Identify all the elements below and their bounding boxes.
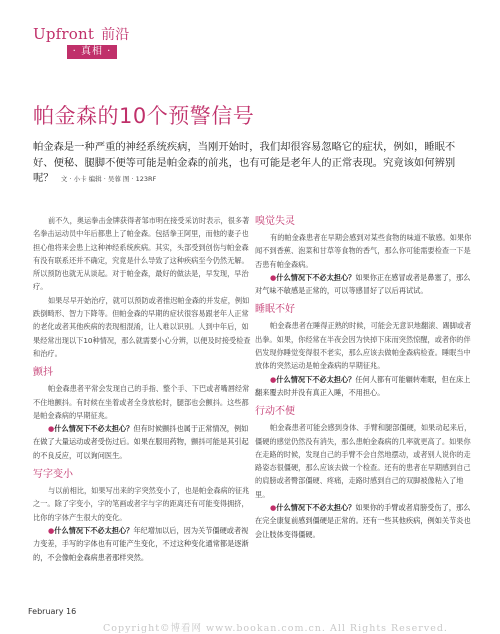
section-note-mobility xyxy=(255,501,477,541)
page-footer: February 16 xyxy=(28,607,77,616)
section-heading-smell: 嗅觉失灵 xyxy=(255,216,295,227)
section-heading-tremor: 颤抖 xyxy=(33,367,53,379)
copyright-watermark: Copyright©博看网 www.bookan.com.cn. All Rights Reserved. xyxy=(103,623,448,634)
article-lead xyxy=(33,140,473,188)
brand-name: Upfront xyxy=(33,25,95,43)
note-question: 什么情况下不必太担心？ xyxy=(54,424,134,434)
section-text-sleep: 帕金森患者在睡得正熟的时候，可能会无意识地翻滚、踢脚或者出拳。如果，你经常在半夜会因为快掉下床而突然惊醒，或者你的伴侣发现你睡觉变得很不老实，那么应该去做帕金森病检查。睡眠当中放体的突然运动是帕金森病的早期征兆。 xyxy=(255,321,472,371)
article-title: 帕金森的10个预警信号 xyxy=(33,104,255,128)
note-answer: 如果你正在感冒或者是鼻塞了，那么对气味不敏感是正常的，可以等感冒好了以后再试试。 xyxy=(255,272,471,296)
note-question: 什么情况下不必太担心？ xyxy=(276,503,356,513)
bullet-icon: ● xyxy=(270,272,277,282)
note-answer: 但有时候颤抖也属于正常情况，例如在做了大量运动或者受伤过后。如果在服用药物，颤抖可能是其引起的不良反应，可以询问医生。 xyxy=(33,424,249,460)
section-text-handwriting: 与以前相比，如果写出来的字突然变小了，也是帕金森病的征兆之一。除了字变小，字的笔画或者字与字的距离还有可能变得拥挤，比你的字体产生很大的变化。 xyxy=(33,486,250,522)
section-text-tremor: 帕金森患者平常会发现自己的手指、整个手、下巴或者嘴唇经常不住地颤抖。有时候在坐着或者全身放松时，腿部也会颤抖。这些都是帕金森病的早期征兆。 xyxy=(33,384,250,420)
right-column xyxy=(255,215,477,541)
note-question: 什么情况下不必太担心？ xyxy=(54,525,134,535)
section-note-smell xyxy=(255,271,477,298)
bullet-icon: ● xyxy=(48,525,55,535)
brand-logo xyxy=(33,24,129,44)
lead-text: 帕金森是一种严重的神经系统疾病，当刚开始时，我们却很容易忽略它的症状，例如，睡眠不好、便秘、腿脚不便等可能是帕金森的前兆，也有可能是老年人的正常表现。究竟该如何辨别呢？ xyxy=(33,141,456,184)
section-heading-mobility: 行动不便 xyxy=(255,406,295,418)
magazine-header xyxy=(0,0,500,82)
section-tag: · 真相 · xyxy=(67,45,117,59)
intro-paragraph-1: 前不久，奥运拳击金牌获得者邹市明在接受采访时表示，很多著名拳击运动员中年后都患上了帕金森。包括拳王阿里，而他的妻子也担心他将来会患上这种神经系统疾病。其实，头部受到创伤与帕金森有没有联系还并不确定，究竟是什么导致了这种疾病至今仍然无解。所以预防也就无从谈起。对于帕金森，最好的做法是，早发现，早治疗。 xyxy=(33,216,250,292)
section-note-tremor xyxy=(33,422,255,462)
left-column xyxy=(33,214,255,564)
note-question: 什么情况下不必太担心？ xyxy=(276,374,356,384)
section-note-handwriting xyxy=(33,524,255,564)
section-note-sleep xyxy=(255,373,477,400)
bullet-icon: ● xyxy=(48,424,55,434)
bullet-icon: ● xyxy=(270,374,277,384)
article-credit: 文 · 小卡 编辑 · 吴蓉 图 · 123RF xyxy=(60,175,157,183)
note-question: 什么情况下不必太担心？ xyxy=(276,272,356,282)
section-heading-sleep: 睡眠不好 xyxy=(255,304,295,316)
intro-paragraph-2: 如果尽早开始治疗，就可以预防或者推迟帕金森的并发症，例如跌倒畸形、智力下降等。但帕金森的早期的症状很容易跟老年人正常的老化或者其他疾病的表现相混淆，让人难以识别。人到中年后，如果经常出现以下10种情况，那么就需要小心分辨，以便及时接受检查和治疗。 xyxy=(33,295,251,358)
bullet-icon: ● xyxy=(270,503,277,513)
section-heading-handwriting: 写字变小 xyxy=(33,469,73,481)
section-text-smell: 有的帕金森患者在早期会感到对某些食物的味道不敏感。如果你闻不到香蕉、泡菜和甘草等食物的香气，那么你可能需要检查一下是否患有帕金森病。 xyxy=(255,233,472,269)
note-answer: 年纪增加以后，因为关节僵硬或者视力变差，手写的字体也有可能产生变化，不过这种变化通常都是逐渐的，不会像帕金森病患者那样突然。 xyxy=(33,525,249,562)
note-answer: 如果你的手臂或者肩膀受伤了，那么在完全康复前感到僵硬是正常的。还有一些其他疾病，例如关节炎也会让肢体变得僵硬。 xyxy=(255,503,471,539)
brand-name-cn: 前沿 xyxy=(101,27,130,43)
note-answer: 任何人都有可能辗转难眠，但在床上翻来覆去时并没有真正入睡，不用担心。 xyxy=(255,374,471,397)
section-text-mobility: 帕金森患者可能会感到身体、手臂和腿部僵硬，如果动起来后，僵硬的感觉仍然没有消失，那么患帕金森病的几率就更高了。如果你在走路的时候，发现自己的手臂不会自然地摆动，或者别人说你的走路姿态很僵硬，那么应该去做一个检查。还有的患者在早期感到自己的肩膀或者臀部僵硬、疼痛，走路时感到自己的双脚被像粘入了地里。 xyxy=(255,423,472,499)
